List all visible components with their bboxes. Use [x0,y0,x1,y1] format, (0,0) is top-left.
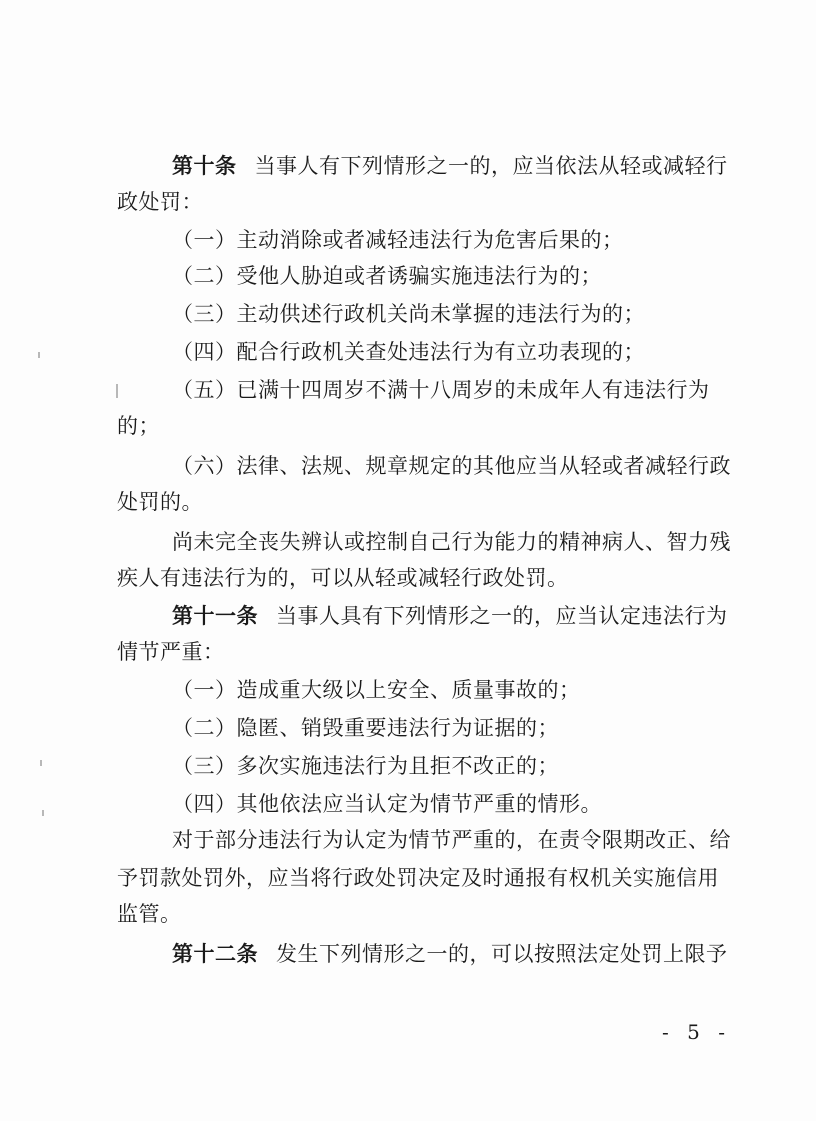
article-12-line-1 [172,936,728,972]
article-10-item-6-cont [117,484,203,520]
body-text: 情节严重： [117,640,225,664]
article-title: 第十条 [172,154,237,178]
body-text: 政处罚： [117,190,203,214]
article-11-item-4 [172,786,602,822]
body-text: （二）隐匿、销毁重要违法行为证据的； [172,716,559,740]
body-text: （三）主动供述行政机关尚未掌握的违法行为的； [172,302,645,326]
body-text: 当事人有下列情形之一的，应当依法从轻或减轻行 [254,154,728,178]
article-10-item-6 [172,448,731,484]
body-text: 对于部分违法行为认定为情节严重的，在责令限期改正、给 [172,828,731,852]
article-10-item-5 [172,372,710,408]
scan-mark [42,810,44,816]
scan-mark [40,760,42,766]
article-10-line-2 [117,184,203,220]
article-10-item-2 [172,258,602,294]
article-11-item-1 [172,672,581,708]
article-10-item-5-cont [117,408,160,444]
page-number: - 5 - [662,1020,731,1044]
article-11-line-1 [172,598,728,634]
body-text: 尚未完全丧失辨认或控制自己行为能力的精神病人、智力残 [172,530,731,554]
body-text: 疾人有违法行为的，可以从轻或减轻行政处罚。 [117,566,569,590]
body-text: 处罚的。 [117,490,203,514]
article-10-item-1 [172,222,624,258]
article-11-para-2 [172,822,731,858]
body-text: 予罚款处罚外，应当将行政处罚决定及时通报有权机关实施信用 [117,866,719,890]
body-text: （四）配合行政机关查处违法行为有立功表现的； [172,340,645,364]
scan-mark [38,352,40,358]
article-10-para-2-cont [117,560,569,596]
body-text: 发生下列情形之一的，可以按照法定处罚上限予 [276,942,728,966]
body-text: （二）受他人胁迫或者诱骗实施违法行为的； [172,264,602,288]
body-text: （一）主动消除或者减轻违法行为危害后果的； [172,228,624,252]
article-title: 第十二条 [172,942,258,966]
article-11-line-2 [117,634,225,670]
body-text: （六）法律、法规、规章规定的其他应当从轻或者减轻行政 [172,454,731,478]
body-text: 当事人具有下列情形之一的，应当认定违法行为 [276,604,728,628]
body-text: （一）造成重大级以上安全、质量事故的； [172,678,581,702]
scan-mark [116,384,118,398]
article-title: 第十一条 [172,604,258,628]
article-11-para-2-cont-2 [117,896,182,932]
body-text: （五）已满十四周岁不满十八周岁的未成年人有违法行为 [172,378,710,402]
body-text: 监管。 [117,902,182,926]
body-text: （四）其他依法应当认定为情节严重的情形。 [172,792,602,816]
article-10-para-2 [172,524,731,560]
body-text: （三）多次实施违法行为且拒不改正的； [172,754,559,778]
article-10-item-4 [172,334,645,370]
article-11-item-2 [172,710,559,746]
article-10-line-1 [172,148,728,184]
article-11-item-3 [172,748,559,784]
article-10-item-3 [172,296,645,332]
body-text: 的； [117,414,160,438]
article-11-para-2-cont-1 [117,860,719,896]
